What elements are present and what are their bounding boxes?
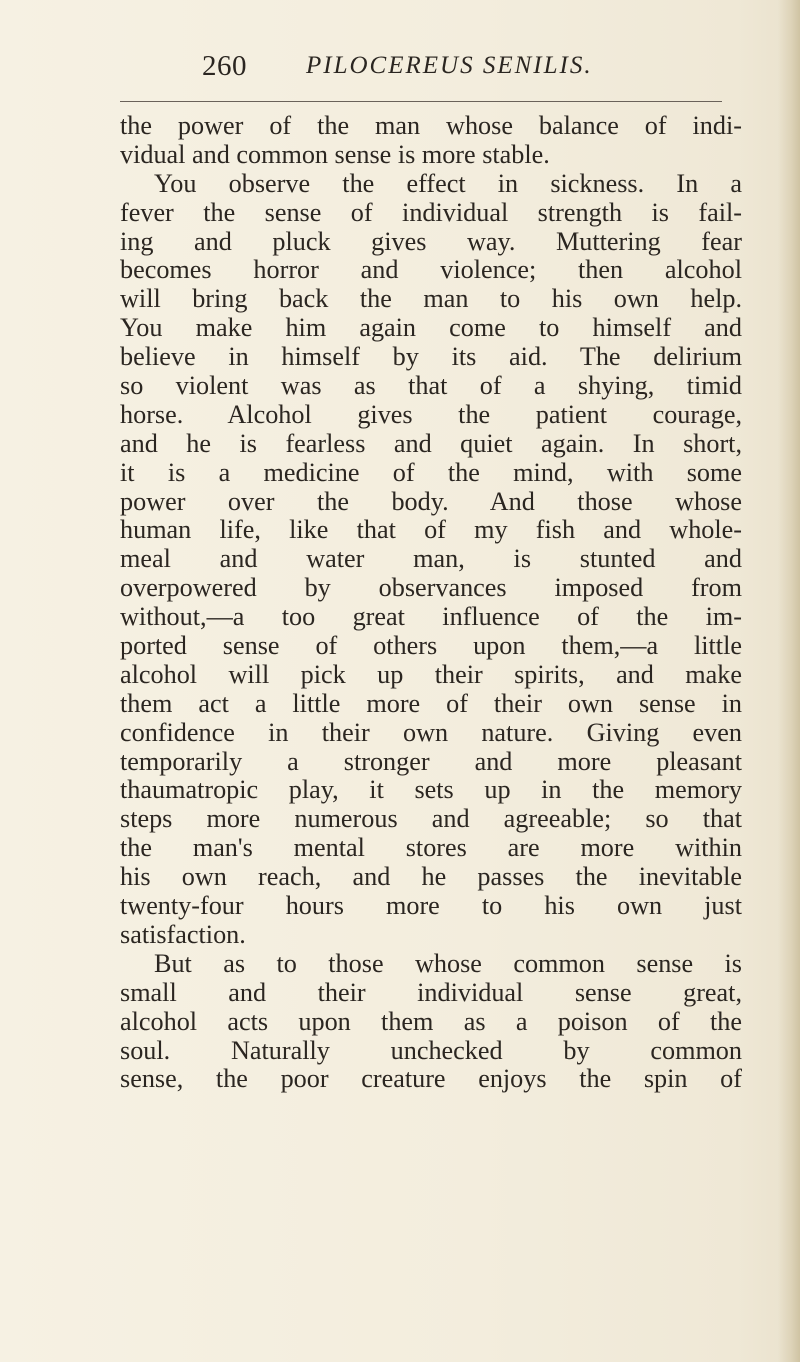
text-line: sense, the poor creature enjoys the spin of	[120, 1064, 742, 1094]
header-rule	[120, 101, 722, 102]
text-line: You make him again come to himself and	[120, 313, 742, 343]
text-line: ported sense of others upon them,—a little	[120, 631, 742, 661]
text-line: vidual and common sense is more stable.	[120, 139, 550, 169]
text-line: fever the sense of individual strength is fail-	[120, 197, 742, 227]
page-edge-shadow	[778, 0, 800, 1362]
text-line: alcohol will pick up their spirits, and make	[120, 659, 742, 689]
text-line: satisfaction.	[120, 919, 246, 949]
text-line: and he is fearless and quiet again. In short,	[120, 428, 742, 458]
text-line: thaumatropic play, it sets up in the memory	[120, 775, 742, 805]
running-head	[202, 50, 722, 90]
text-line: becomes horror and violence; then alcohol	[120, 255, 742, 285]
text-line: meal and water man, is stunted and	[120, 544, 742, 574]
text-line: ing and pluck gives way. Muttering fear	[120, 226, 742, 256]
text-line: confidence in their own nature. Giving even	[120, 717, 742, 747]
text-line: power over the body. And those whose	[120, 486, 742, 516]
text-line: them act a little more of their own sense in	[120, 688, 742, 718]
text-line: soul. Naturally unchecked by common	[120, 1035, 742, 1065]
text-line: it is a medicine of the mind, with some	[120, 457, 742, 487]
text-line: small and their individual sense great,	[120, 977, 742, 1007]
body-text	[120, 112, 742, 1094]
text-line: temporarily a stronger and more pleasant	[120, 746, 742, 776]
text-line: But as to those whose common sense is	[154, 948, 742, 978]
text-line: overpowered by observances imposed from	[120, 573, 742, 603]
text-line: his own reach, and he passes the inevitable	[120, 862, 742, 892]
text-line: twenty-four hours more to his own just	[120, 891, 742, 921]
text-line: believe in himself by its aid. The delirium	[120, 342, 742, 372]
text-line: the power of the man whose balance of indi-	[120, 111, 742, 140]
text-line: the man's mental stores are more within	[120, 833, 742, 863]
text-line: horse. Alcohol gives the patient courage,	[120, 399, 742, 429]
text-line: alcohol acts upon them as a poison of the	[120, 1006, 742, 1036]
text-line: will bring back the man to his own help.	[120, 284, 742, 314]
text-line: without,—a too great influence of the im-	[120, 602, 742, 632]
text-line: You observe the effect in sickness. In a	[154, 168, 742, 198]
text-line: so violent was as that of a shying, timid	[120, 371, 742, 401]
page-number: 260	[202, 50, 247, 82]
running-title: PILOCEREUS SENILIS.	[306, 52, 593, 79]
text-line: steps more numerous and agreeable; so that	[120, 804, 742, 834]
text-line: human life, like that of my fish and whole-	[120, 515, 742, 545]
